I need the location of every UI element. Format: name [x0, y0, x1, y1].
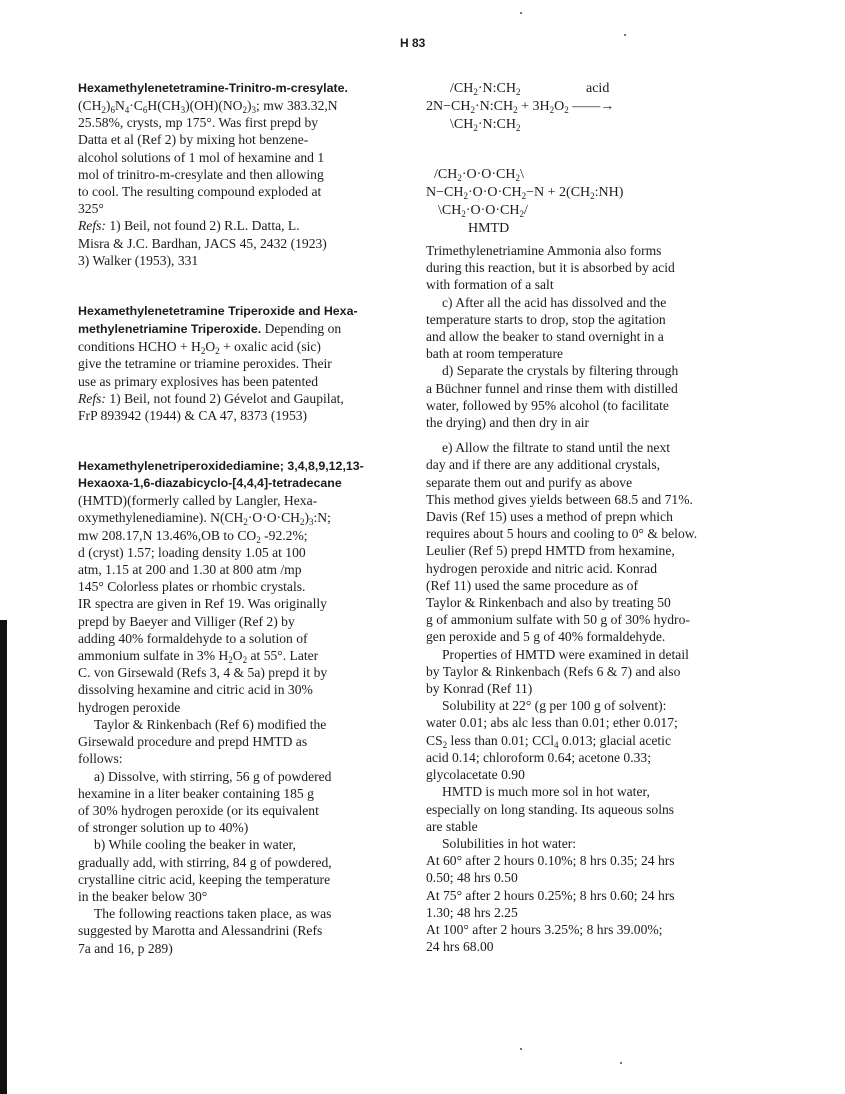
ref-line: 1) Beil, not found 2) Gévelot and Gaupilat,: [109, 390, 344, 406]
text-line: Taylor & Rinkenbach and also by treating 50: [426, 595, 671, 611]
text-line: Solubility at 22° (g per 100 g of solvent):: [442, 698, 667, 714]
text-line: 1.30; 48 hrs 2.25: [426, 904, 518, 920]
text-line: during this reaction, but it is absorbed by acid: [426, 260, 675, 276]
page-number: H 83: [400, 36, 426, 50]
text-line: mol of trinitro-m-cresylate and then allowing: [78, 166, 324, 182]
text-line: give the tetramine or triamine peroxides. Their: [78, 356, 332, 372]
step-d-line: d) Separate the crystals by filtering through: [442, 363, 679, 379]
step-e-line: e) Allow the filtrate to stand until the next: [442, 440, 671, 456]
entry-title: methylenetriamine Triperoxide.: [78, 322, 262, 337]
text-line: Girsewald procedure and prepd HMTD as: [78, 734, 308, 750]
text-line: especially on long standing. Its aqueous solns: [426, 801, 675, 817]
formula-branch-bottom: $\backslash CH_2\cdot O\cdot O\cdot CH_2/$: [438, 203, 528, 219]
ref-line: 1) Beil, not found 2) R.L. Datta, L.: [109, 218, 300, 234]
text-line: to cool. The resulting compound exploded at: [78, 184, 322, 200]
formula-branch-bottom: $\backslash CH_2\cdot N:CH_2$: [450, 117, 521, 133]
step-e-line: day and if there are any additional crystals,: [426, 457, 661, 473]
text-line: conditions HCHO + $H_2O_2$ + oxalic acid (sic): [78, 339, 321, 357]
text-line: (Ref 11) used the same procedure as of: [426, 577, 639, 593]
step-c-line: bath at room temperature: [426, 346, 564, 362]
refs-label: Refs:: [78, 218, 106, 234]
text-line: requires about 5 hours and cooling to 0° & below.: [426, 526, 698, 542]
text-line: At 75° after 2 hours 0.25%; 8 hrs 0.60; 24 hrs: [426, 887, 675, 903]
scan-speck: [520, 12, 522, 14]
refs-label: Refs:: [78, 390, 106, 406]
formula-branch-top: $/CH_2\cdot N:CH_2$: [450, 81, 521, 97]
step-d-line: a Büchner funnel and rinse them with distilled: [426, 380, 678, 396]
text-line: by Konrad (Ref 11): [426, 681, 533, 697]
step-a-line: a) Dissolve, with stirring, 56 g of powdered: [94, 768, 332, 784]
step-b-line: in the beaker below 30°: [78, 888, 208, 904]
left-column: [78, 80, 398, 957]
entry-title: Hexaoxa-1,6-diazabicyclo-[4,4,4]-tetradecane: [78, 476, 342, 491]
text-line: hydrogen peroxide and nitric acid. Konrad: [426, 560, 658, 576]
text-line: gen peroxide and 5 g of 40% formaldehyde.: [426, 629, 666, 645]
text-line: Datta et al (Ref 2) by mixing hot benzene-: [78, 132, 309, 148]
reaction-equation-1: [426, 80, 756, 144]
step-c-line: and allow the beaker to stand overnight in a: [426, 329, 664, 345]
text-line: 7a and 16, p 289): [78, 940, 173, 956]
step-e-line: separate them out and purify as above: [426, 474, 633, 490]
text-line: by Taylor & Rinkenbach (Refs 6 & 7) and also: [426, 663, 681, 679]
text-line: Properties of HMTD were examined in detail: [442, 646, 689, 662]
text-line: At 60° after 2 hours 0.10%; 8 hrs 0.35; 24 hrs: [426, 853, 675, 869]
text-line: d (cryst) 1.57; loading density 1.05 at 100: [78, 544, 306, 560]
text-line: oxymethylenediamine). $N(CH_2\cdot O\cdot O\cdot CH_2)_3:N$;: [78, 510, 331, 528]
step-b-line: gradually add, with stirring, 84 g of powdered,: [78, 854, 332, 870]
entry-body: [78, 97, 398, 217]
step-c-line: c) After all the acid has dissolved and the: [442, 294, 667, 310]
text-line: Leulier (Ref 5) prepd HMTD from hexamine,: [426, 543, 675, 559]
text-line: dissolving hexamine and citric acid in 30%: [78, 682, 313, 698]
text-line: g of ammonium sulfate with 50 g of 30% hydro-: [426, 612, 690, 628]
text-line: atm, 1.15 at 200 and 1.30 at 800 atm /mp: [78, 562, 302, 578]
text-line: 0.50; 48 hrs 0.50: [426, 870, 518, 886]
step-b-line: crystalline citric acid, keeping the temperature: [78, 871, 331, 887]
text-line: The following reactions taken place, as was: [94, 906, 332, 922]
text-line: water 0.01; abs alc less than 0.01; ether 0.017;: [426, 715, 678, 731]
text-line: Davis (Ref 15) uses a method of prepn which: [426, 509, 673, 525]
text-line: HMTD is much more sol in hot water,: [442, 784, 650, 800]
formula-label: HMTD: [468, 221, 510, 236]
step-b-line: b) While cooling the beaker in water,: [94, 837, 296, 853]
text-line: mw 208.17,N 13.46%,OB to $CO_2$ -92.2%;: [78, 527, 308, 545]
step-a-line: of stronger solution up to 40%): [78, 820, 249, 836]
ref-line: Misra & J.C. Bardhan, JACS 45, 2432 (1923): [78, 235, 327, 251]
ref-line: 3) Walker (1953), 331: [78, 252, 199, 268]
text-line: 25.58%, crysts, mp 175°. Was first prepd by: [78, 115, 319, 131]
text-line: IR spectra are given in Ref 19. Was originally: [78, 596, 327, 612]
text-line: 145° Colorless plates or rhombic crystals.: [78, 579, 306, 595]
entry-refs: [78, 217, 398, 269]
reaction-condition: acid: [586, 81, 610, 96]
entry-triperoxide: [78, 303, 398, 424]
entry-hmtd: [78, 458, 398, 956]
entry-trinitro-cresylate: [78, 80, 398, 269]
text-line: adding 40% formaldehyde to a solution of: [78, 630, 308, 646]
text-line: (HMTD)(formerly called by Langler, Hexa-: [78, 493, 318, 509]
text-line: At 100° after 2 hours 3.25%; 8 hrs 39.00%;: [426, 921, 663, 937]
text-line: Trimethylenetriamine Ammonia also forms: [426, 243, 662, 258]
text-line: prepd by Baeyer and Villiger (Ref 2) by: [78, 613, 295, 629]
text-line: $CS_2$ less than 0.01; CCl$_4$ 0.013; glacial acetic: [426, 732, 671, 750]
text-line: 325°: [78, 201, 104, 217]
text-line: ammonium sulfate in 3% $H_2O_2$ at 55°. Later: [78, 648, 319, 666]
step-d-line: water, followed by 95% alcohol (to facilitate: [426, 397, 669, 413]
entry-title: Hexamethylenetriperoxidediamine; 3,4,8,9,12,13-: [78, 459, 364, 474]
formula-branch-top: $/CH_2\cdot O\cdot O\cdot CH_2\backslash$: [434, 167, 524, 183]
text-line: follows:: [78, 751, 123, 767]
reaction-equation-2: [426, 166, 756, 242]
scan-speck: [620, 1062, 622, 1064]
entry-title: Hexamethylenetetramine-Trinitro-m-cresylate.: [78, 81, 348, 95]
text-line: Depending on: [264, 321, 342, 337]
text-line: alcohol solutions of 1 mol of hexamine and 1: [78, 149, 325, 165]
text-line: This method gives yields between 68.5 and 71%.: [426, 491, 693, 507]
formula-main: $2N-CH_2\cdot N:CH_2 + 3H_2O_2$ ——→: [426, 99, 615, 115]
text-line: suggested by Marotta and Alessandrini (Refs: [78, 923, 323, 939]
step-a-line: hexamine in a liter beaker containing 185 g: [78, 785, 314, 801]
step-a-line: of 30% hydrogen peroxide (or its equivalent: [78, 802, 319, 818]
text-line: with formation of a salt: [426, 277, 554, 293]
scan-speck: [624, 34, 626, 36]
text-line: glycolacetate 0.90: [426, 767, 525, 783]
text-line: Taylor & Rinkenbach (Ref 6) modified the: [94, 716, 327, 732]
step-c-line: temperature starts to drop, stop the agitation: [426, 311, 666, 327]
text-line: C. von Girsewald (Refs 3, 4 & 5a) prepd it by: [78, 665, 328, 681]
step-d-line: the drying) and then dry in air: [426, 415, 590, 431]
text-line: Solubilities in hot water:: [442, 835, 577, 851]
ref-line: FrP 893942 (1944) & CA 47, 8373 (1953): [78, 408, 308, 424]
scan-edge-bar: [0, 620, 7, 1094]
entry-title: Hexamethylenetetramine Triperoxide and Hexa-: [78, 304, 358, 319]
text-line: $(CH_2)_6N_4\cdot C_6H(CH_3)(OH)(NO_2)_3$; mw 383.32,N: [78, 98, 338, 115]
text-line: are stable: [426, 818, 478, 834]
text-line: 24 hrs 68.00: [426, 939, 494, 955]
scan-speck: [520, 1048, 522, 1050]
right-column: [426, 80, 756, 955]
text-line: acid 0.14; chloroform 0.64; acetone 0.33;: [426, 749, 651, 765]
text-line: hydrogen peroxide: [78, 699, 181, 715]
formula-main: $N-CH_2\cdot O\cdot O\cdot CH_2-N$ + $2(CH_2:NH)$: [426, 185, 624, 201]
text-line: use as primary explosives has been patented: [78, 373, 319, 389]
